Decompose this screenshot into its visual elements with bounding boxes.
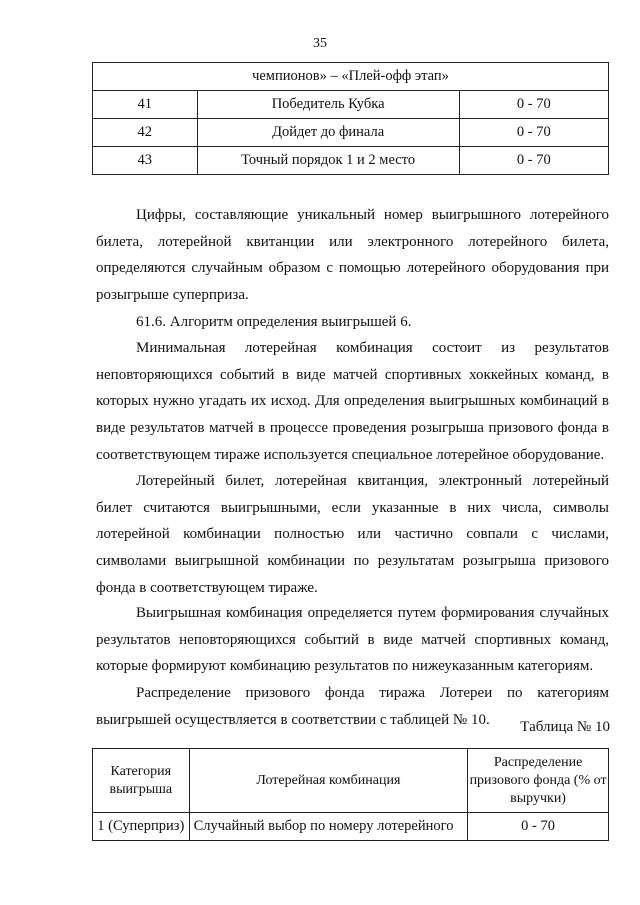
paragraph-text: Выигрышная комбинация определяется путем формирования случайных результатов неповторяющихся событий в виде матчей спортивных команд, которые формируют комбинацию результатов по нижеуказанным категориям.	[96, 605, 609, 675]
row-value: 0 - 70	[459, 119, 608, 147]
paragraph-text: 61.6. Алгоритм определения выигрышей 6.	[136, 314, 412, 330]
table-header-cell: чемпионов» – «Плей-офф этап»	[93, 63, 609, 91]
row-number: 43	[93, 147, 198, 175]
prize-table-continued	[92, 62, 609, 175]
paragraph-text: Цифры, составляющие уникальный номер выигрышного лотерейного билета, лотерейной квитанции или электронного лотерейного билета, определяются случайным образом с помощью лотерейного оборудования при розыгрыше суперприза.	[96, 207, 609, 304]
row-category: 1 (Суперприз)	[93, 813, 190, 841]
prize-distribution-table	[92, 748, 609, 841]
row-number: 41	[93, 91, 198, 119]
page-number: 35	[313, 36, 327, 51]
table-row	[93, 813, 609, 841]
table-row	[93, 119, 609, 147]
row-distribution: 0 - 70	[468, 813, 609, 841]
row-value: 0 - 70	[459, 91, 608, 119]
paragraph	[96, 309, 609, 336]
row-label: Точный порядок 1 и 2 место	[197, 147, 459, 175]
row-label: Дойдет до финала	[197, 119, 459, 147]
column-header-category: Категория выигрыша	[93, 749, 190, 813]
paragraph	[96, 335, 609, 469]
paragraph	[96, 202, 609, 309]
row-combination: Случайный выбор по номеру лотерейного	[189, 813, 468, 841]
paragraph	[96, 600, 609, 680]
paragraph-text: Минимальная лотерейная комбинация состоит из результатов неповторяющихся событий в виде матчей спортивных хоккейных команд, в которых нужно угадать их исход. Для определения выигрышных комбинаций в виде результатов матчей в процессе проведения розыгрыша призового фонда в соответствующем тираже используется специальное лотерейное оборудование.	[96, 340, 609, 463]
paragraph-text: Распределение призового фонда тиража Лотереи по категориям выигрышей осуществляется в соответствии с таблицей № 10.	[96, 685, 609, 728]
table-caption: Таблица № 10	[520, 719, 610, 735]
table-row	[93, 147, 609, 175]
paragraph-text: Лотерейный билет, лотерейная квитанция, электронный лотерейный билет считаются выигрышными, если указанные в них числа, символы лотерейной комбинации полностью или частично совпали с числами, символами выигрышной комбинации по результатам розыгрыша призового фонда в соответствующем тираже.	[96, 473, 609, 596]
column-header-distribution: Распределение призового фонда (% от выручки)	[468, 749, 609, 813]
table-row	[93, 63, 609, 91]
row-value: 0 - 70	[459, 147, 608, 175]
row-number: 42	[93, 119, 198, 147]
table-row	[93, 91, 609, 119]
table-header-row	[93, 749, 609, 813]
row-label: Победитель Кубка	[197, 91, 459, 119]
paragraph	[96, 468, 609, 602]
column-header-combination: Лотерейная комбинация	[189, 749, 468, 813]
